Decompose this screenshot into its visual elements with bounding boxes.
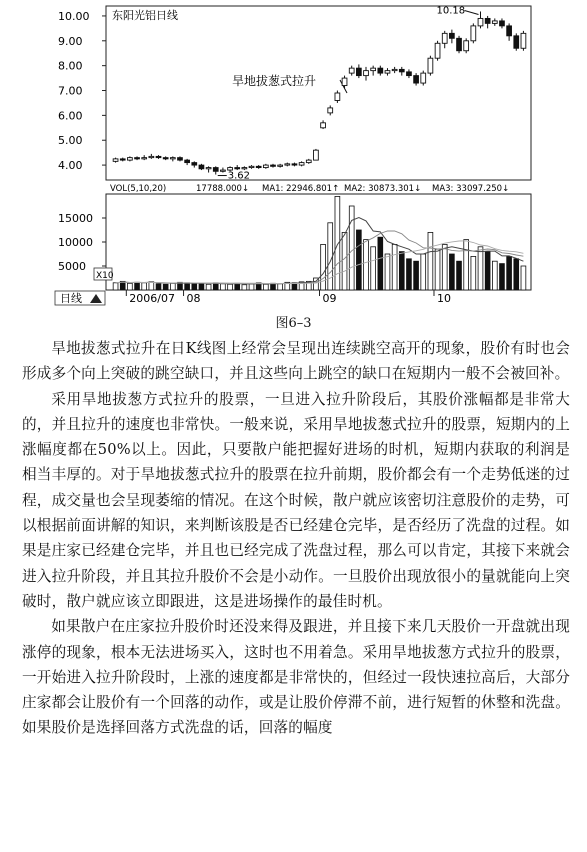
pattern-annotation: 旱地拔葱式拉升: [232, 74, 317, 88]
volume-bar: [500, 264, 505, 290]
candle-body: [507, 26, 512, 36]
candle-body: [421, 73, 426, 83]
candle-body: [356, 68, 361, 75]
candle-body: [328, 108, 333, 113]
candle-body: [428, 58, 433, 73]
candle-body: [221, 170, 226, 171]
candle-body: [321, 123, 326, 128]
volume-bar: [278, 284, 283, 290]
volume-bar: [135, 282, 140, 290]
volume-bar: [399, 252, 404, 290]
kline-title: 东阳光铝日线: [112, 9, 178, 22]
volume-bar: [142, 283, 147, 290]
candle-body: [414, 76, 419, 83]
volume-bar: [170, 283, 175, 290]
paragraph-2: 采用旱地拔葱方式拉升的股票，一旦进入拉升阶段后，其股价涨幅都是非常大的，并且拉升的速度也非常快。一般来说，采用旱地拔葱式拉升的股票，短期内的上涨幅度都在50%以上。因此，只要散户能把握好进场的时机，短期内获取的利润是相当丰厚的。对于旱地拔葱式拉升的股票在拉升前期，股价都会有一个走势低迷的过程，成交量也会呈现萎缩的情况。在这个时候，散户就应该密切注意股价的走势，可以根据前面讲解的知识，来判断该股是否已经建仓完毕，是否经历了洗盘的过程。如果是庄家已经建仓完毕，并且也已经完成了洗盘过程，那么可以肯定，其接下来就会进入拉升阶段，并且其拉升股价不会是小动作。一旦股价出现放很小的量就能向上突破时，散户就应该立即跟进，这是进场操作的最佳时机。: [22, 390, 570, 610]
price-tick-label: 10.00: [58, 9, 90, 23]
candle-body: [249, 166, 254, 167]
candle-body: [521, 33, 526, 48]
candle-body: [256, 166, 261, 167]
volume-bar: [127, 283, 132, 290]
volume-bar: [249, 284, 254, 290]
low-price-label: 3.62: [227, 170, 251, 182]
candle-body: [192, 163, 197, 165]
volume-bar: [442, 244, 447, 290]
volume-tick-label: 5000: [58, 260, 86, 273]
volume-bar: [514, 259, 519, 290]
candle-body: [206, 168, 211, 169]
price-tick-label: 7.00: [58, 84, 83, 98]
price-tick-label: 5.00: [58, 134, 83, 148]
candle-body: [199, 165, 204, 169]
candle-body: [263, 165, 268, 167]
candle-body: [442, 33, 447, 43]
date-axis: [126, 290, 451, 305]
candle-body: [142, 158, 147, 159]
candle-body: [149, 156, 154, 157]
date-tick-label: 10: [436, 292, 451, 305]
volume-bar: [371, 247, 376, 290]
volume-bar: [321, 244, 326, 290]
volume-bar: [407, 259, 412, 290]
volume-bar: [235, 283, 240, 290]
period-tab-label: 日线: [60, 292, 82, 305]
candle-body: [242, 168, 247, 169]
candle-body: [407, 72, 412, 76]
candle-body: [178, 158, 183, 160]
volume-bar: [421, 254, 426, 290]
candle-body: [292, 164, 297, 165]
volume-bar: [349, 206, 354, 290]
volume-bar: [385, 254, 390, 290]
candle-body: [378, 68, 383, 73]
paragraph-3: 如果散户在庄家拉升股价时还没来得及跟进，并且接下来几天股价一开盘就出现涨停的现象，根本无法进场买入，这时也不用着急。采用旱地拔葱方式拉升的股票，一开始进入拉升阶段时，上涨的速度都是非常快的，但经过一段快速拉高后，大部分庄家都会让股价有一个回落的动作，或是让股价停滞不前，进行短暂的休整和洗盘。如果股价是选择回落方式洗盘的话，回落的幅度: [22, 618, 570, 737]
volume-bar: [263, 284, 268, 290]
candle-body: [113, 159, 118, 161]
volume-bar: [378, 237, 383, 290]
multiplier-label: X10: [96, 271, 114, 281]
body-text: [22, 336, 570, 741]
candle-body: [271, 165, 276, 166]
volume-bar: [113, 283, 118, 290]
figure-caption: 图6–3: [275, 316, 312, 331]
date-tick-label: 09: [322, 292, 337, 305]
candle-body: [364, 71, 369, 76]
volume-bar: [192, 284, 197, 290]
volume-bar: [507, 256, 512, 290]
volume-tick-label: 15000: [58, 212, 93, 225]
volume-bar: [206, 284, 211, 290]
volume-bar: [221, 284, 226, 290]
candle-body: [500, 21, 505, 26]
candle-body: [278, 165, 283, 166]
date-tick-label: 08: [186, 292, 201, 305]
volume-bar: [464, 240, 469, 290]
candle-body: [213, 168, 218, 172]
candle-body: [492, 21, 497, 23]
volume-bar: [199, 283, 204, 290]
volume-axis: [58, 212, 106, 273]
price-tick-label: 6.00: [58, 109, 83, 123]
vol-legend-ma2: MA2: 30873.301↓: [344, 184, 422, 194]
volume-bar: [449, 254, 454, 290]
candle-body: [385, 71, 390, 73]
candle-body: [464, 41, 469, 51]
candles: [113, 10, 526, 175]
candle-body: [299, 163, 304, 165]
candle-body: [399, 69, 404, 71]
volume-bar: [149, 282, 154, 290]
candle-body: [163, 158, 168, 159]
candle-body: [314, 150, 319, 160]
candle-body: [485, 18, 490, 23]
volume-bar: [228, 284, 233, 290]
volume-bar: [457, 261, 462, 290]
volume-ma-line: [116, 231, 524, 284]
vol-legend-ma1: MA1: 22946.801↑: [262, 184, 340, 194]
candle-body: [514, 36, 519, 48]
volume-bar: [335, 196, 340, 290]
paragraph-1: 旱地拔葱式拉升在日K线图上经常会呈现出连续跳空高开的现象，股价有时也会形成多个向上突破的跳空缺口，并且这些向上跳空的缺口在短期内一般不会被回补。: [22, 340, 570, 383]
high-price-label: 10.18: [436, 5, 466, 17]
volume-bar: [414, 261, 419, 290]
candle-body: [235, 168, 240, 169]
volume-bar: [392, 244, 397, 290]
candle-body: [335, 93, 340, 100]
volume-bar: [185, 283, 190, 290]
candle-body: [170, 158, 175, 159]
candle-body: [120, 159, 125, 160]
volume-bar: [428, 232, 433, 290]
candle-body: [457, 38, 462, 50]
price-tick-label: 8.00: [58, 59, 83, 73]
volume-tick-label: 10000: [58, 236, 93, 249]
candle-body: [449, 33, 454, 38]
date-tick-label: 2006/07: [129, 292, 176, 305]
volume-bar: [342, 232, 347, 290]
volume-bar: [471, 256, 476, 290]
volume-bar: [485, 252, 490, 290]
vol-legend-ma3: MA3: 33097.250↓: [432, 184, 510, 194]
volume-bar: [364, 240, 369, 290]
price-tick-label: 9.00: [58, 34, 83, 48]
candle-body: [285, 164, 290, 165]
candle-body: [135, 158, 140, 159]
candle-body: [471, 26, 476, 41]
volume-bar: [242, 285, 247, 290]
volume-bar: [163, 284, 168, 290]
volume-bar: [156, 284, 161, 290]
candle-body: [392, 69, 397, 70]
volume-bars: [113, 196, 526, 290]
vol-legend-current: 17788.000↓: [196, 184, 250, 194]
volume-ma-lines: [116, 218, 524, 285]
candle-body: [478, 18, 483, 25]
candle-body: [371, 68, 376, 70]
price-axis: [58, 10, 106, 172]
volume-bar: [521, 266, 526, 290]
high-pointer: [464, 10, 478, 14]
candle-body: [349, 68, 354, 73]
volume-bar: [492, 261, 497, 290]
candle-body: [342, 78, 347, 85]
stock-chart: [0, 0, 587, 310]
candle-body: [127, 158, 132, 160]
volume-bar: [435, 249, 440, 290]
price-tick-label: 4.00: [58, 159, 83, 173]
candle-body: [156, 156, 161, 157]
volume-bar: [356, 230, 361, 290]
candle-body: [306, 160, 311, 162]
volume-bar: [478, 247, 483, 290]
candle-body: [185, 160, 190, 162]
vol-title: VOL(5,10,20): [110, 184, 167, 194]
candle-body: [435, 43, 440, 58]
